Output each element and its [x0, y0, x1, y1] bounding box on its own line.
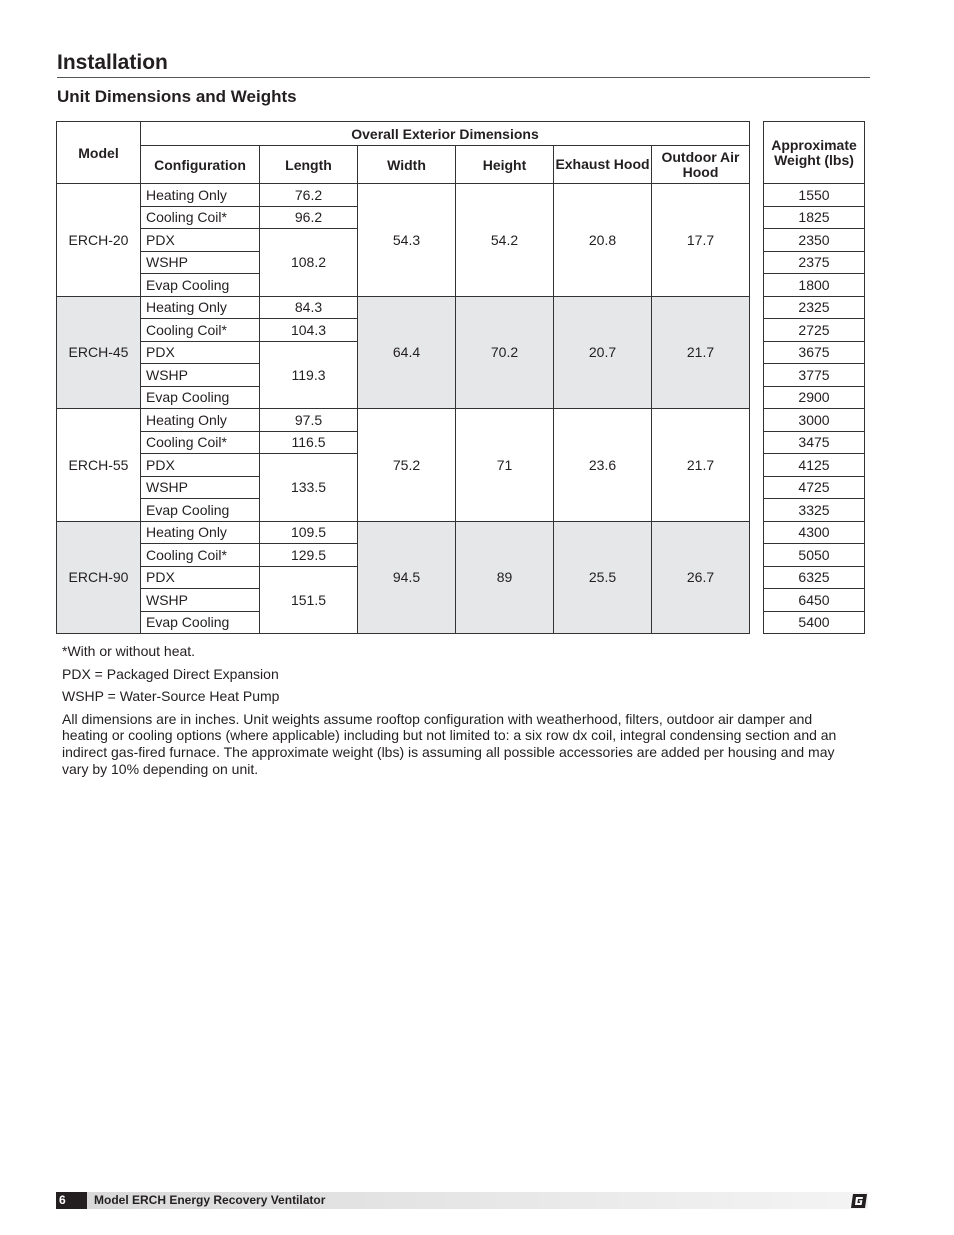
weight-cell: 4300 [764, 521, 865, 544]
outdoor-air-hood-cell: 17.7 [652, 184, 750, 297]
width-cell: 64.4 [358, 296, 456, 409]
page-title: Installation [57, 51, 168, 74]
column-gap [750, 431, 764, 454]
note-footnote: *With or without heat. [62, 643, 196, 659]
length-cell: 109.5 [260, 521, 358, 544]
column-gap [750, 274, 764, 297]
weight-cell: 2325 [764, 296, 865, 319]
weight-cell: 6450 [764, 589, 865, 612]
header-model: Model [57, 122, 141, 184]
length-cell: 97.5 [260, 409, 358, 432]
column-gap [750, 521, 764, 544]
column-gap [750, 611, 764, 634]
configuration-cell: Heating Only [141, 296, 260, 319]
greenheck-logo-icon [850, 1193, 868, 1209]
note-pdx: PDX = Packaged Direct Expansion [62, 665, 279, 682]
weight-cell: 2725 [764, 319, 865, 342]
configuration-cell: Heating Only [141, 184, 260, 207]
configuration-cell: Evap Cooling [141, 499, 260, 522]
column-gap [750, 251, 764, 274]
length-cell: 108.2 [260, 229, 358, 297]
column-gap [750, 184, 764, 207]
column-gap [750, 499, 764, 522]
configuration-cell: Evap Cooling [141, 274, 260, 297]
configuration-cell: WSHP [141, 476, 260, 499]
header-exhaust-hood: Exhaust Hood [554, 146, 652, 184]
header-row [57, 146, 865, 184]
column-gap [750, 229, 764, 252]
column-gap [750, 544, 764, 567]
length-cell: 96.2 [260, 206, 358, 229]
configuration-cell: PDX [141, 341, 260, 364]
column-gap [750, 409, 764, 432]
length-cell: 129.5 [260, 544, 358, 567]
header-height: Height [456, 146, 554, 184]
configuration-cell: Cooling Coil* [141, 431, 260, 454]
length-cell: 119.3 [260, 341, 358, 409]
weight-cell: 6325 [764, 566, 865, 589]
column-gap [750, 296, 764, 319]
length-cell: 84.3 [260, 296, 358, 319]
header-width: Width [358, 146, 456, 184]
configuration-cell: WSHP [141, 589, 260, 612]
weight-cell: 1825 [764, 206, 865, 229]
configuration-cell: PDX [141, 229, 260, 252]
configuration-cell: WSHP [141, 364, 260, 387]
header-configuration: Configuration [141, 146, 260, 184]
column-gap [750, 589, 764, 612]
column-gap [750, 566, 764, 589]
configuration-cell: Cooling Coil* [141, 319, 260, 342]
weight-cell: 5050 [764, 544, 865, 567]
column-gap [750, 206, 764, 229]
length-cell: 76.2 [260, 184, 358, 207]
length-cell: 151.5 [260, 566, 358, 634]
length-cell: 116.5 [260, 431, 358, 454]
height-cell: 54.2 [456, 184, 554, 297]
header-weight: Approximate Weight (lbs) [764, 122, 865, 184]
configuration-cell: Heating Only [141, 521, 260, 544]
weight-cell: 3475 [764, 431, 865, 454]
header-row [57, 122, 865, 146]
weight-cell: 2375 [764, 251, 865, 274]
footer-title: Model ERCH Energy Recovery Ventilator [94, 1193, 326, 1207]
header-outdoor-air-hood: Outdoor Air Hood [652, 146, 750, 184]
table-row [57, 521, 865, 544]
notes [62, 643, 852, 784]
exhaust-hood-cell: 20.7 [554, 296, 652, 409]
page-number: 6 [56, 1192, 87, 1209]
configuration-cell: PDX [141, 566, 260, 589]
title-divider [57, 77, 870, 78]
table-row [57, 184, 865, 207]
weight-cell: 3775 [764, 364, 865, 387]
weight-cell: 2350 [764, 229, 865, 252]
table-row [57, 409, 865, 432]
header-length: Length [260, 146, 358, 184]
length-cell: 133.5 [260, 454, 358, 522]
column-gap [750, 122, 764, 184]
weight-cell: 3325 [764, 499, 865, 522]
height-cell: 70.2 [456, 296, 554, 409]
configuration-cell: Heating Only [141, 409, 260, 432]
outdoor-air-hood-cell: 21.7 [652, 296, 750, 409]
weight-cell: 3675 [764, 341, 865, 364]
column-gap [750, 319, 764, 342]
column-gap [750, 341, 764, 364]
width-cell: 54.3 [358, 184, 456, 297]
weight-cell: 5400 [764, 611, 865, 634]
column-gap [750, 476, 764, 499]
configuration-cell: Evap Cooling [141, 611, 260, 634]
column-gap [750, 386, 764, 409]
header-overall-dimensions: Overall Exterior Dimensions [141, 122, 750, 146]
height-cell: 89 [456, 521, 554, 634]
column-gap [750, 454, 764, 477]
table-body [57, 184, 865, 634]
weight-cell: 3000 [764, 409, 865, 432]
dimensions-table [56, 121, 865, 634]
model-cell: ERCH-45 [57, 296, 141, 409]
exhaust-hood-cell: 23.6 [554, 409, 652, 522]
configuration-cell: Cooling Coil* [141, 206, 260, 229]
width-cell: 75.2 [358, 409, 456, 522]
configuration-cell: PDX [141, 454, 260, 477]
configuration-cell: Evap Cooling [141, 386, 260, 409]
exhaust-hood-cell: 20.8 [554, 184, 652, 297]
length-cell: 104.3 [260, 319, 358, 342]
outdoor-air-hood-cell: 21.7 [652, 409, 750, 522]
column-gap [750, 364, 764, 387]
table-row [57, 296, 865, 319]
note-wshp: WSHP = Water-Source Heat Pump [62, 688, 280, 704]
weight-cell: 2900 [764, 386, 865, 409]
exhaust-hood-cell: 25.5 [554, 521, 652, 634]
note-dimensions: All dimensions are in inches. Unit weights assume rooftop configuration with weatherhood, filters, outdoor air damper and heating or cooling options (where applicable) including but not limited to: a six row dx coil, integral condensing section and an indirect gas-fired furnace. The approximate weight (lbs) is assuming all possible accessories are added per housing and may vary by 10% depending on unit. [62, 710, 837, 777]
weight-cell: 4725 [764, 476, 865, 499]
outdoor-air-hood-cell: 26.7 [652, 521, 750, 634]
configuration-cell: WSHP [141, 251, 260, 274]
configuration-cell: Cooling Coil* [141, 544, 260, 567]
section-heading: Unit Dimensions and Weights [57, 87, 297, 106]
weight-cell: 1550 [764, 184, 865, 207]
model-cell: ERCH-20 [57, 184, 141, 297]
model-cell: ERCH-90 [57, 521, 141, 634]
model-cell: ERCH-55 [57, 409, 141, 522]
height-cell: 71 [456, 409, 554, 522]
weight-cell: 1800 [764, 274, 865, 297]
width-cell: 94.5 [358, 521, 456, 634]
weight-cell: 4125 [764, 454, 865, 477]
